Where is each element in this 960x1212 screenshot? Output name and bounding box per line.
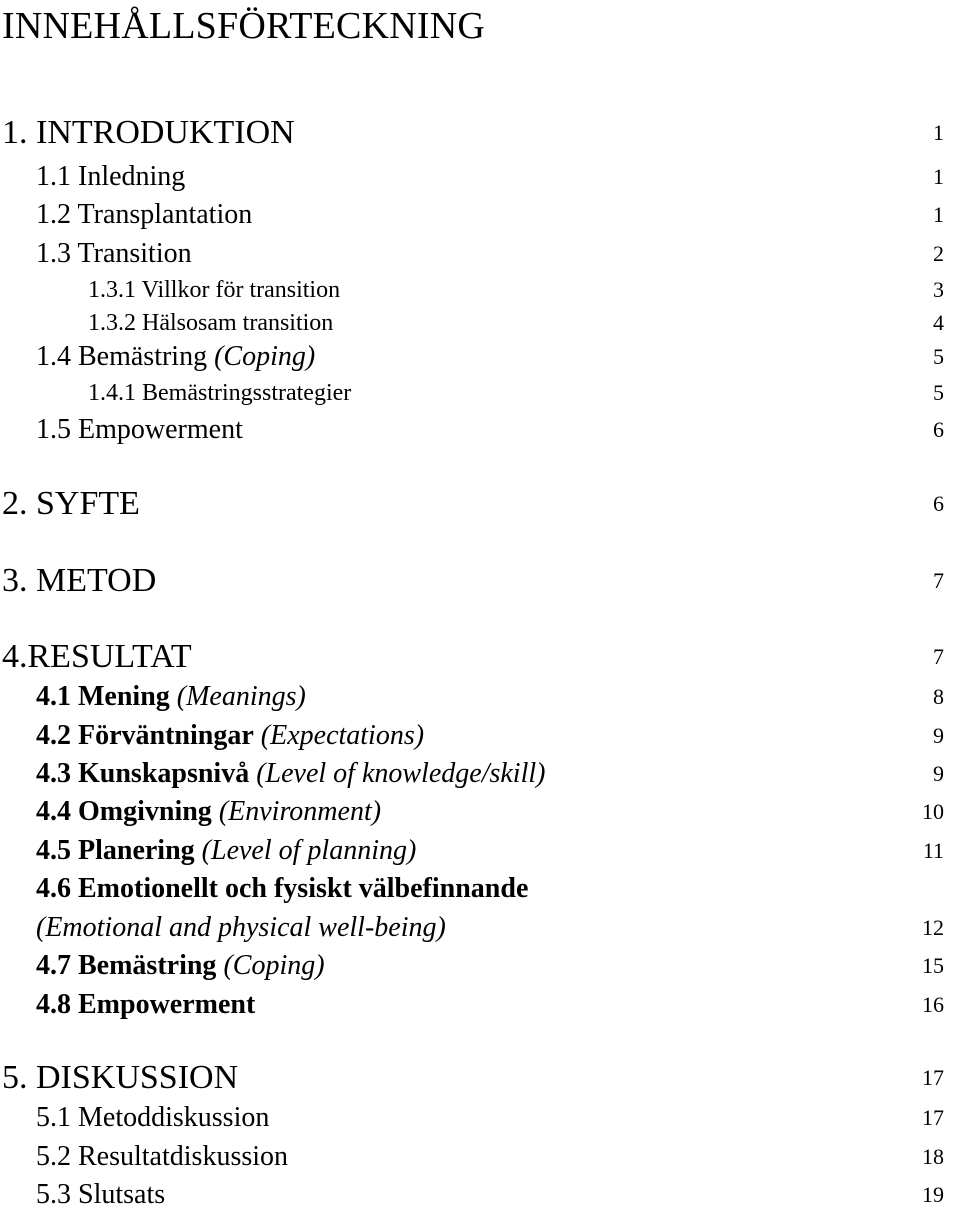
toc-entry-label: 1. INTRODUKTION [2,114,295,151]
toc-entry-label: 5.2 Resultatdiskussion [36,1141,289,1172]
toc-entry-label: 1.3 Transition [36,238,192,269]
toc-entry-page: 17 [922,1105,944,1130]
toc-entry-label: 4.2 Förväntningar (Expectations) [36,720,425,751]
toc-entry-page: 16 [922,992,944,1017]
toc-entry-label: 5.3 Slutsats [36,1179,166,1210]
toc-entry-page: 8 [933,684,944,709]
toc-entry-label: 1.1 Inledning [36,161,186,192]
toc-entry-label: 4.7 Bemästring (Coping) [36,950,325,981]
toc-entry-label: 3. METOD [2,562,157,599]
toc-entry-label: 4.3 Kunskapsnivå (Level of knowledge/skill) [36,758,546,789]
toc-entry-page: 7 [933,568,944,593]
page-title: INNEHÅLLSFÖRTECKNING [2,5,486,47]
toc-entry-page: 6 [933,417,944,442]
toc-entry-page: 1 [933,164,944,189]
toc-entry-label: 1.4.1 Bemästringsstrategier [88,380,352,406]
toc-entry-label: 4.RESULTAT [2,638,192,675]
toc-entry-page: 4 [933,310,944,335]
toc-entry-page: 5 [933,380,944,405]
toc-entry-page: 11 [922,838,944,863]
toc-entry-label: 4.6 Emotionellt och fysiskt välbefinnande [36,873,529,904]
toc-entry-page: 18 [922,1144,944,1169]
toc-entry-page: 7 [933,644,944,669]
toc-entry-page: 2 [933,241,944,266]
toc-entry-label: 4.4 Omgivning (Environment) [36,796,382,827]
toc-entry-page: 9 [933,723,944,748]
toc-entry-label: 2. SYFTE [2,485,140,522]
toc-entry-page: 15 [922,953,944,978]
toc-entry-label: 1.5 Empowerment [36,414,243,445]
toc-entry-page: 1 [933,120,944,145]
toc-entry-label: (Emotional and physical well-being) [36,912,446,943]
toc-entry-label: 5. DISKUSSION [2,1059,239,1096]
toc-entry-page: 3 [933,277,944,302]
toc-entry-label: 1.3.1 Villkor för transition [88,277,341,303]
toc-entry-label: 5.1 Metoddiskussion [36,1102,270,1133]
toc-entry-label: 4.1 Mening (Meanings) [36,681,306,712]
toc-entry-label: 4.5 Planering (Level of planning) [36,835,417,866]
toc-entry-page: 12 [922,915,944,940]
toc-entry-page: 17 [922,1065,944,1090]
toc-entry-page: 10 [922,799,944,824]
toc-entry-page: 5 [933,344,944,369]
toc-entry-page: 6 [933,491,944,516]
toc-entry-page: 1 [933,202,944,227]
toc-entry-label: 1.4 Bemästring (Coping) [36,341,316,372]
toc-entry-page: 19 [922,1182,944,1207]
toc-entry-label: 4.8 Empowerment [36,989,256,1020]
toc-entry-label: 1.3.2 Hälsosam transition [88,310,334,336]
toc-entry-page: 9 [933,761,944,786]
toc-entry-label: 1.2 Transplantation [36,199,253,230]
